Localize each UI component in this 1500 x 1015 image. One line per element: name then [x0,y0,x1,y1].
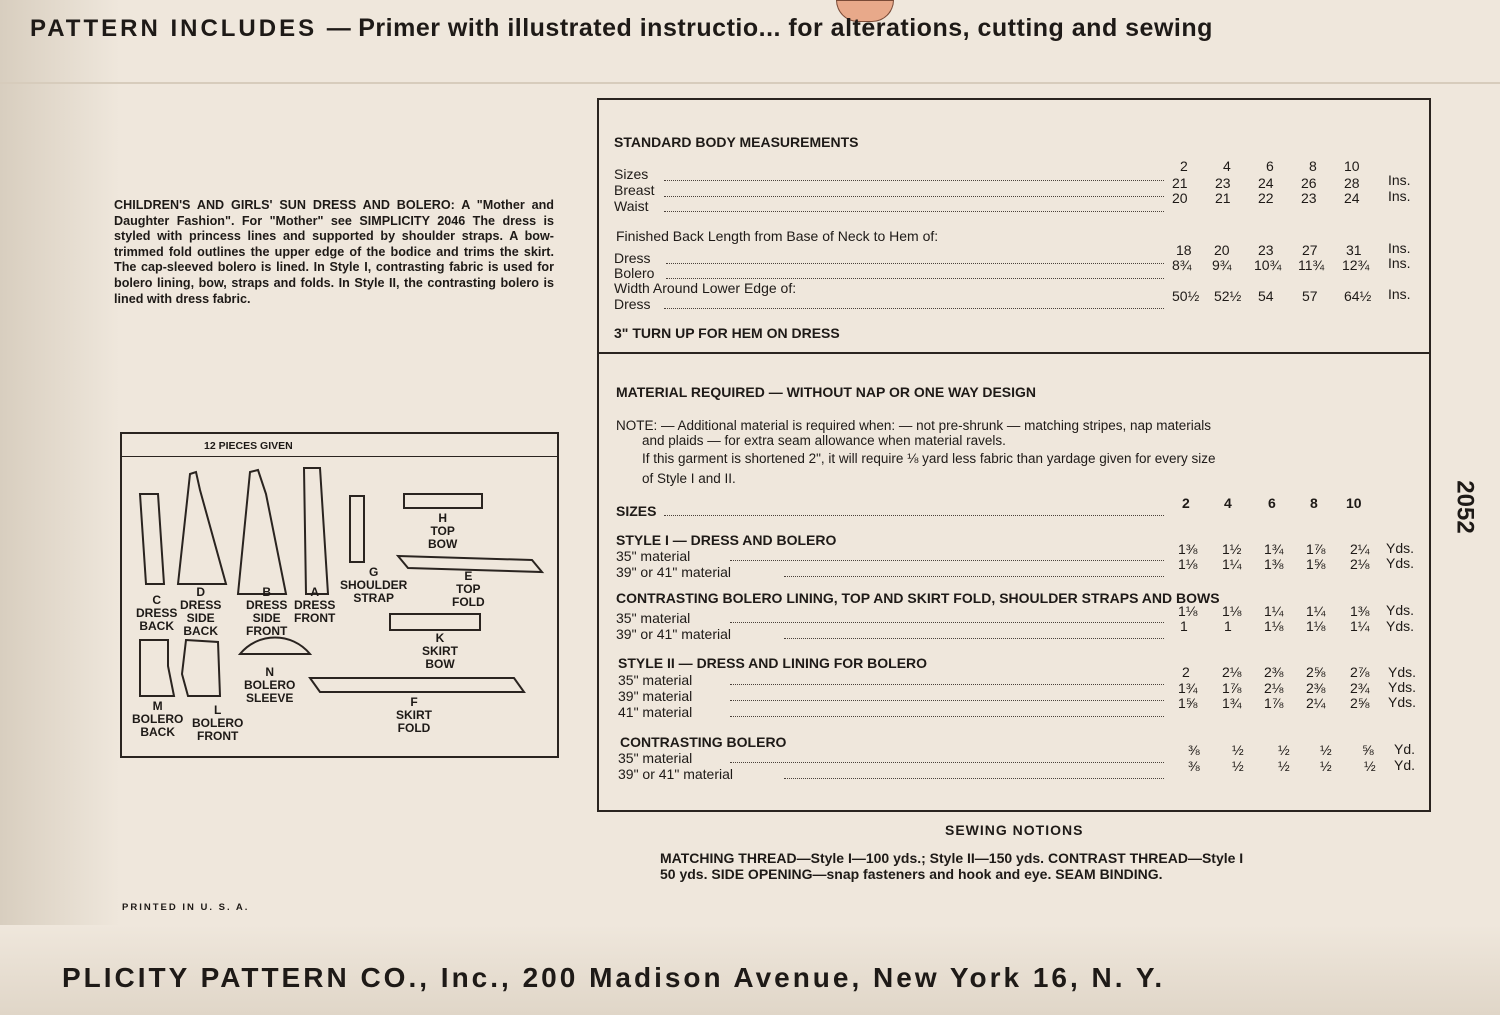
style2-row1-label: 35" material [618,672,693,688]
printed-in-usa: PRINTED IN U. S. A. [122,902,250,913]
back-dress-v4: 20 [1214,242,1230,258]
shape-bolero-sleeve [240,638,310,655]
header-bar [30,14,1213,43]
contrast-lining-row2-v4: 1 [1224,618,1232,634]
contrast-lining-title: CONTRASTING BOLERO LINING, TOP AND SKIRT FOLD, SHOULDER STRAPS AND BOWS [616,590,1220,606]
header-label: PATTERN INCLUDES — [30,15,354,42]
contrast-lining-row1-v10: 1⅜ [1350,603,1370,619]
style2-row2-unit: Yds. [1388,679,1417,695]
dot-leader [666,278,1164,279]
waist-v8: 23 [1301,190,1317,206]
contrast-bolero-row2-label: 39" or 41" material [618,766,733,782]
dot-leader [784,576,1164,577]
material-sizes-label: SIZES [616,503,657,519]
piece-label-d: D DRESS SIDE BACK [180,585,222,638]
breast-v2: 21 [1172,175,1188,191]
style2-row3-v6: 1⅞ [1264,695,1284,711]
back-dress-unit: Ins. [1388,240,1411,256]
material-note-3: If this garment is shortened 2", it will require ⅛ yard less fabric than yardage given for every size [642,451,1216,466]
mat-size-4: 4 [1224,495,1232,511]
contrast-lining-row2-v6: 1⅛ [1264,618,1284,634]
mat-size-6: 6 [1268,495,1276,511]
back-bolero-v10: 12¾ [1342,257,1370,273]
shape-dress-side-back [178,472,226,584]
style1-row1-v6: 1¾ [1264,541,1284,557]
back-bolero-label: Bolero [614,265,655,281]
style2-row1-v6: 2⅜ [1264,664,1284,680]
style2-row2-v6: 2⅛ [1264,680,1284,696]
style1-row1-v8: 1⅞ [1306,541,1326,557]
style1-row1-v2: 1⅜ [1178,541,1198,557]
sewing-notions-title: SEWING NOTIONS [945,822,1084,838]
back-dress-v2: 18 [1176,242,1192,258]
dot-leader [730,684,1164,685]
width-dress-v2: 50½ [1172,288,1200,304]
dot-leader [664,211,1164,212]
piece-label-h: H TOP BOW [428,511,458,551]
mat-size-8: 8 [1310,495,1318,511]
style2-row3-v10: 2⅝ [1350,695,1370,711]
piece-label-e: E TOP FOLD [452,569,485,609]
style2-row1-unit: Yds. [1388,664,1417,680]
style2-row3-v2: 1⅝ [1178,695,1198,711]
style1-row2-v10: 2⅛ [1350,556,1370,572]
style2-row2-label: 39" material [618,688,693,704]
shape-skirt-fold [310,678,524,692]
shape-dress-side-front [238,470,286,594]
contrast-lining-row1-unit: Yds. [1386,602,1415,618]
style2-row2-v2: 1¾ [1178,680,1198,696]
sizes-label: Sizes [614,166,649,182]
measurements-title: STANDARD BODY MEASUREMENTS [614,134,859,150]
back-dress-label: Dress [614,250,651,266]
breast-label: Breast [614,182,655,198]
dot-leader [730,700,1164,701]
shape-skirt-bow [390,614,480,630]
dot-leader [664,196,1164,197]
style2-row3-v4: 1¾ [1222,695,1242,711]
shape-bolero-back [140,640,174,696]
contrast-bolero-row1-unit: Yd. [1394,741,1416,757]
back-length-label: Finished Back Length from Base of Neck to Hem of: [616,228,939,244]
contrast-bolero-row1-v8: ½ [1320,742,1332,758]
material-note-1: NOTE: — Additional material is required when: — not pre-shrunk — matching stripes, nap materials [616,418,1212,433]
style2-row1-v8: 2⅝ [1306,664,1326,680]
style2-row3-v8: 2¼ [1306,695,1326,711]
sewing-notions-line-1: MATCHING THREAD—Style I—100 yds.; Style II—150 yds. CONTRAST THREAD—Style I [660,850,1244,866]
width-dress-label: Dress [614,296,651,312]
dot-leader [730,716,1164,717]
contrast-bolero-row2-v10: ½ [1364,758,1376,774]
publisher-footer: PLICITY PATTERN CO., Inc., 200 Madison Avenue, New York 16, N. Y. [62,962,1166,993]
back-bolero-v4: 9¾ [1212,257,1232,273]
style1-title: STYLE I — DRESS AND BOLERO [616,532,837,548]
contrast-bolero-row1-v6: ½ [1278,742,1290,758]
width-dress-v8: 57 [1302,288,1318,304]
contrast-bolero-row1-v4: ½ [1232,742,1244,758]
dot-leader [730,622,1164,623]
contrast-bolero-title: CONTRASTING BOLERO [620,734,787,750]
back-dress-v8: 27 [1302,242,1318,258]
style1-row1-unit: Yds. [1386,540,1415,556]
style1-row2-unit: Yds. [1386,555,1415,571]
sewing-notions-line-2: 50 yds. SIDE OPENING—snap fasteners and hook and eye. SEAM BINDING. [660,866,1163,882]
pattern-number: 2052 [1451,480,1479,534]
pieces-title: 12 PIECES GIVEN [204,440,293,452]
contrast-bolero-row1-v2: ⅜ [1188,742,1200,758]
dot-leader [784,778,1164,779]
style1-row2-v2: 1⅛ [1178,556,1198,572]
piece-label-a: A DRESS FRONT [294,585,336,625]
waist-v10: 24 [1344,190,1360,206]
piece-label-g: G SHOULDER STRAP [340,565,408,605]
style2-row1-v4: 2⅛ [1222,664,1242,680]
material-title: MATERIAL REQUIRED — WITHOUT NAP OR ONE WAY DESIGN [616,384,1037,400]
contrast-bolero-row2-v8: ½ [1320,758,1332,774]
breast-unit: Ins. [1388,172,1411,188]
shape-top-bow [404,494,482,508]
width-dress-v10: 64½ [1344,288,1372,304]
back-dress-v10: 31 [1346,242,1362,258]
size-8: 8 [1309,158,1317,174]
contrast-bolero-row1-v10: ⅝ [1362,742,1374,758]
hem-note: 3" TURN UP FOR HEM ON DRESS [614,325,840,341]
contrast-lining-row2-v8: 1⅛ [1306,618,1326,634]
size-4: 4 [1223,158,1231,174]
pattern-description: CHILDREN'S AND GIRLS' SUN DRESS AND BOLERO: A "Mother and Daughter Fashion". For "Mother" see SIMPLICITY 2046 The dress is styled with princess lines and supported by shoulder straps. A bow-trimmed fold outlines the upper edge of the bodice and trims the skirt. The cap-sleeved bolero is lined. In Style I, contrasting fabric is used for bolero lining, bow, straps and folds. In Style II, the contrasting bolero is lined with dress fabric. [114,198,554,306]
width-label: Width Around Lower Edge of: [614,280,797,296]
dot-leader [666,263,1164,264]
style2-row1-v10: 2⅞ [1350,664,1370,680]
material-note-2: and plaids — for extra seam allowance when material ravels. [642,433,1006,448]
back-bolero-v2: 8¾ [1172,257,1192,273]
dot-leader [784,638,1164,639]
piece-label-n: N BOLERO SLEEVE [244,665,296,705]
piece-label-l: L BOLERO FRONT [192,703,244,743]
contrast-lining-row1-label: 35" material [616,610,691,626]
style2-row3-unit: Yds. [1388,694,1417,710]
style2-title: STYLE II — DRESS AND LINING FOR BOLERO [618,655,928,671]
dot-leader [664,515,1164,516]
contrast-lining-row2-v2: 1 [1180,618,1188,634]
waist-v6: 22 [1258,190,1274,206]
style2-row2-v10: 2¾ [1350,680,1370,696]
contrast-bolero-row2-v2: ⅜ [1188,758,1200,774]
style1-row2-v8: 1⅝ [1306,556,1326,572]
header-text: Primer with illustrated instructio... for alterations, cutting and sewing [358,14,1213,42]
piece-label-k: K SKIRT BOW [422,631,458,671]
contrast-lining-row1-v6: 1¼ [1264,603,1284,619]
contrast-bolero-row2-v6: ½ [1278,758,1290,774]
piece-label-c: C DRESS BACK [136,593,178,633]
dot-leader [730,762,1164,763]
dot-leader [730,560,1164,561]
waist-label: Waist [614,198,649,214]
size-2: 2 [1180,158,1188,174]
contrast-lining-row1-v2: 1⅛ [1178,603,1198,619]
style2-row3-label: 41" material [618,704,693,720]
dot-leader [664,180,1164,181]
breast-v4: 23 [1215,175,1231,191]
style2-row1-v2: 2 [1182,664,1190,680]
contrast-bolero-row1-label: 35" material [618,750,693,766]
waist-v4: 21 [1215,190,1231,206]
shape-bolero-front [182,640,220,696]
contrast-lining-row2-label: 39" or 41" material [616,626,731,642]
width-dress-v6: 54 [1258,288,1274,304]
shape-dress-front [304,468,328,594]
back-bolero-v8: 11¾ [1298,257,1325,273]
waist-unit: Ins. [1388,188,1411,204]
piece-label-f: F SKIRT FOLD [396,695,432,735]
width-dress-unit: Ins. [1388,286,1411,302]
contrast-bolero-row2-v4: ½ [1232,758,1244,774]
shape-dress-back [140,494,164,584]
contrast-lining-row1-v4: 1⅛ [1222,603,1242,619]
breast-v8: 26 [1301,175,1317,191]
fold-line [0,82,1500,84]
contrast-bolero-row2-unit: Yd. [1394,757,1416,773]
shape-shoulder-strap [350,496,364,562]
mat-size-2: 2 [1182,495,1190,511]
breast-v10: 28 [1344,175,1360,191]
breast-v6: 24 [1258,175,1274,191]
style2-row2-v8: 2⅜ [1306,680,1326,696]
contrast-lining-row2-unit: Yds. [1386,618,1415,634]
style1-row1-label: 35" material [616,548,691,564]
dot-leader [664,308,1164,309]
material-note-4: of Style I and II. [642,471,736,486]
back-dress-v6: 23 [1258,242,1274,258]
back-bolero-unit: Ins. [1388,255,1411,271]
width-dress-v4: 52½ [1214,288,1242,304]
contrast-lining-row1-v8: 1¼ [1306,603,1326,619]
size-10: 10 [1344,158,1360,174]
style1-row1-v10: 2¼ [1350,541,1370,557]
size-6: 6 [1266,158,1274,174]
back-bolero-v6: 10¾ [1254,257,1282,273]
piece-label-m: M BOLERO BACK [132,699,184,739]
contrast-lining-row2-v10: 1¼ [1350,618,1370,634]
style1-row2-v6: 1⅜ [1264,556,1284,572]
mat-size-10: 10 [1346,495,1362,511]
style1-row2-label: 39" or 41" material [616,564,731,580]
style1-row2-v4: 1¼ [1222,556,1242,572]
box-divider [597,352,1429,354]
piece-label-b: B DRESS SIDE FRONT [246,585,288,638]
style1-row1-v4: 1½ [1222,541,1242,557]
waist-v2: 20 [1172,190,1188,206]
paper-edge-stain [0,0,120,1015]
pieces-diagram [120,432,559,758]
style2-row2-v4: 1⅞ [1222,680,1242,696]
